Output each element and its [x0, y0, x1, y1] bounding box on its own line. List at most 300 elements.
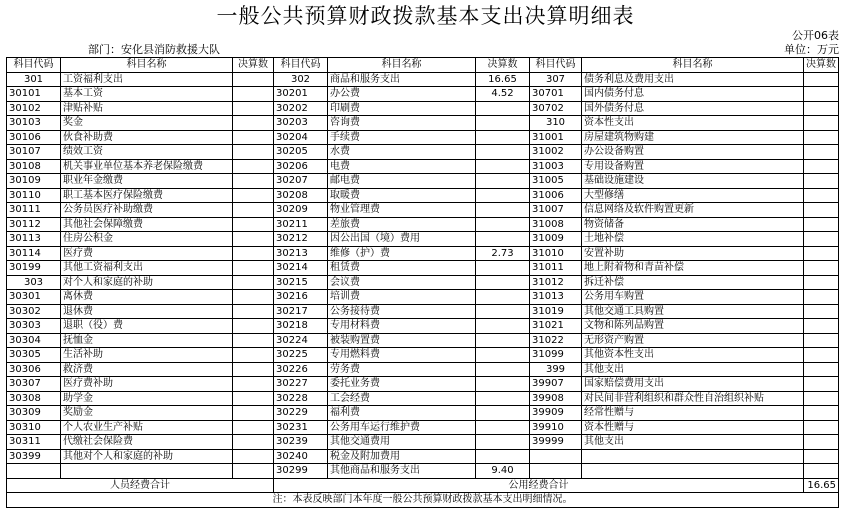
subject-code-cell [530, 449, 582, 464]
subject-name-cell: 津贴补贴 [61, 101, 233, 116]
amount-cell [233, 72, 274, 87]
table-row [7, 87, 839, 102]
subject-name-cell: 商品和服务支出 [328, 72, 476, 87]
subject-code-cell: 31011 [530, 261, 582, 276]
subject-code-cell: 31002 [530, 145, 582, 160]
subject-name-cell: 手续费 [328, 130, 476, 145]
subject-code-cell: 30303 [7, 319, 61, 334]
subject-code-cell: 30218 [274, 319, 328, 334]
subject-code-cell: 31006 [530, 188, 582, 203]
amount-cell [233, 159, 274, 174]
amount-cell [804, 174, 839, 189]
subject-code-cell: 30310 [7, 420, 61, 435]
subject-code-cell: 30214 [274, 261, 328, 276]
subject-name-cell: 无形资产购置 [582, 333, 804, 348]
subject-code-cell: 30701 [530, 87, 582, 102]
subject-name-cell: 个人农业生产补贴 [61, 420, 233, 435]
amount-cell [804, 101, 839, 116]
subject-code-cell: 30114 [7, 246, 61, 261]
subject-name-cell: 职业年金缴费 [61, 174, 233, 189]
subject-code-cell: 30240 [274, 449, 328, 464]
subject-code-cell: 31005 [530, 174, 582, 189]
subject-name-cell: 被装购置费 [328, 333, 476, 348]
subject-name-cell: 税金及附加费用 [328, 449, 476, 464]
subject-code-cell: 30307 [7, 377, 61, 392]
subject-name-cell: 代缴社会保险费 [61, 435, 233, 450]
subject-name-cell: 工资福利支出 [61, 72, 233, 87]
table-row [7, 145, 839, 160]
amount-cell [476, 391, 530, 406]
table-row [7, 304, 839, 319]
subject-code-cell: 30302 [7, 304, 61, 319]
amount-cell [804, 449, 839, 464]
public-total-amount: 16.65 [804, 478, 839, 493]
header-amount: 决算数 [804, 58, 839, 73]
subject-name-cell: 其他支出 [582, 435, 804, 450]
subject-name-cell: 维修（护）费 [328, 246, 476, 261]
subject-code-cell: 302 [274, 72, 328, 87]
table-row [7, 188, 839, 203]
amount-cell [233, 275, 274, 290]
subject-code-cell: 30305 [7, 348, 61, 363]
subject-name-cell: 其他社会保障缴费 [61, 217, 233, 232]
amount-cell [476, 101, 530, 116]
table-row [7, 159, 839, 174]
subject-name-cell: 抚恤金 [61, 333, 233, 348]
amount-cell [804, 333, 839, 348]
subject-name-cell: 债务利息及费用支出 [582, 72, 804, 87]
subject-name-cell: 资本性赠与 [582, 420, 804, 435]
subject-name-cell: 职工基本医疗保险缴费 [61, 188, 233, 203]
subject-code-cell: 30103 [7, 116, 61, 131]
subject-name-cell: 救济费 [61, 362, 233, 377]
amount-cell [233, 174, 274, 189]
subject-name-cell: 其他工资福利支出 [61, 261, 233, 276]
subject-code-cell: 31022 [530, 333, 582, 348]
amount-cell [233, 420, 274, 435]
subject-name-cell: 国内债务付息 [582, 87, 804, 102]
subject-code-cell: 30216 [274, 290, 328, 305]
subject-name-cell: 安置补助 [582, 246, 804, 261]
subject-name-cell: 其他资本性支出 [582, 348, 804, 363]
subject-code-cell: 39908 [530, 391, 582, 406]
amount-cell [233, 145, 274, 160]
subject-code-cell: 30304 [7, 333, 61, 348]
amount-cell [804, 290, 839, 305]
amount-cell [233, 101, 274, 116]
amount-cell [476, 203, 530, 218]
subject-code-cell [530, 464, 582, 479]
subject-name-cell [61, 464, 233, 479]
amount-cell [476, 217, 530, 232]
subject-code-cell: 30309 [7, 406, 61, 421]
subject-code-cell: 303 [7, 275, 61, 290]
subject-code-cell: 30228 [274, 391, 328, 406]
table-body [7, 72, 839, 478]
amount-cell: 9.40 [476, 464, 530, 479]
subject-code-cell: 30308 [7, 391, 61, 406]
subject-name-cell: 邮电费 [328, 174, 476, 189]
table-row [7, 333, 839, 348]
header-amount: 决算数 [233, 58, 274, 73]
subject-code-cell: 30225 [274, 348, 328, 363]
subject-name-cell: 专用燃料费 [328, 348, 476, 363]
amount-cell [233, 203, 274, 218]
amount-cell [804, 159, 839, 174]
subject-code-cell: 30211 [274, 217, 328, 232]
amount-cell [476, 130, 530, 145]
subject-code-cell: 307 [530, 72, 582, 87]
subject-name-cell: 资本性支出 [582, 116, 804, 131]
subject-code-cell: 39910 [530, 420, 582, 435]
header-code: 科目代码 [530, 58, 582, 73]
table-row [7, 449, 839, 464]
amount-cell [233, 391, 274, 406]
amount-cell: 2.73 [476, 246, 530, 261]
subject-code-cell: 30231 [274, 420, 328, 435]
subject-code-cell: 30399 [7, 449, 61, 464]
subject-name-cell: 文物和陈列品购置 [582, 319, 804, 334]
amount-cell [233, 217, 274, 232]
subject-name-cell: 伙食补助费 [61, 130, 233, 145]
subject-name-cell: 房屋建筑物购建 [582, 130, 804, 145]
amount-cell [804, 435, 839, 450]
subject-name-cell: 助学金 [61, 391, 233, 406]
note-row [7, 493, 839, 508]
subject-code-cell: 30102 [7, 101, 61, 116]
subject-name-cell: 大型修缮 [582, 188, 804, 203]
amount-cell [804, 145, 839, 160]
table-row [7, 362, 839, 377]
amount-cell [804, 261, 839, 276]
table-row [7, 116, 839, 131]
subject-name-cell: 委托业务费 [328, 377, 476, 392]
subject-code-cell: 30108 [7, 159, 61, 174]
amount-cell [233, 290, 274, 305]
amount-cell [476, 116, 530, 131]
amount-cell [476, 174, 530, 189]
amount-cell [804, 420, 839, 435]
amount-cell [233, 130, 274, 145]
subject-code-cell: 30212 [274, 232, 328, 247]
subject-code-cell: 30213 [274, 246, 328, 261]
amount-cell [804, 87, 839, 102]
subject-name-cell: 公务接待费 [328, 304, 476, 319]
amount-cell [233, 188, 274, 203]
amount-cell [233, 304, 274, 319]
expenditure-table [6, 57, 839, 508]
subject-code-cell: 31021 [530, 319, 582, 334]
subject-name-cell: 公务用车运行维护费 [328, 420, 476, 435]
subject-name-cell: 基础设施建设 [582, 174, 804, 189]
amount-cell [233, 377, 274, 392]
subject-name-cell: 工会经费 [328, 391, 476, 406]
table-row [7, 319, 839, 334]
subject-name-cell: 国外债务付息 [582, 101, 804, 116]
amount-cell [476, 362, 530, 377]
subject-name-cell: 退职（役）费 [61, 319, 233, 334]
amount-cell [476, 188, 530, 203]
subject-name-cell: 办公设备购置 [582, 145, 804, 160]
amount-cell [233, 319, 274, 334]
amount-cell [476, 449, 530, 464]
subject-name-cell: 经常性赠与 [582, 406, 804, 421]
subject-code-cell: 30110 [7, 188, 61, 203]
subject-name-cell: 拆迁补偿 [582, 275, 804, 290]
table-note: 注：本表反映部门本年度一般公共预算财政拨款基本支出明细情况。 [7, 493, 839, 508]
subject-name-cell: 生活补助 [61, 348, 233, 363]
amount-cell: 4.52 [476, 87, 530, 102]
subject-code-cell: 30217 [274, 304, 328, 319]
subject-code-cell: 30311 [7, 435, 61, 450]
subject-name-cell: 国家赔偿费用支出 [582, 377, 804, 392]
header-row [7, 58, 839, 73]
subject-code-cell: 30205 [274, 145, 328, 160]
table-row [7, 275, 839, 290]
amount-cell [233, 464, 274, 479]
subject-name-cell: 劳务费 [328, 362, 476, 377]
subject-name-cell: 福利费 [328, 406, 476, 421]
subject-name-cell [582, 464, 804, 479]
subject-name-cell: 退休费 [61, 304, 233, 319]
table-row [7, 246, 839, 261]
amount-cell [804, 362, 839, 377]
subject-name-cell: 奖励金 [61, 406, 233, 421]
subject-code-cell: 30227 [274, 377, 328, 392]
subject-name-cell: 地上附着物和青苗补偿 [582, 261, 804, 276]
amount-cell [233, 246, 274, 261]
amount-cell [233, 435, 274, 450]
subject-name-cell: 住房公积金 [61, 232, 233, 247]
amount-cell [804, 348, 839, 363]
header-name: 科目名称 [328, 58, 476, 73]
subject-name-cell: 其他交通费用 [328, 435, 476, 450]
subject-code-cell: 30109 [7, 174, 61, 189]
subject-code-cell: 31001 [530, 130, 582, 145]
amount-cell [804, 377, 839, 392]
amount-cell [804, 275, 839, 290]
amount-cell [476, 406, 530, 421]
amount-cell [233, 348, 274, 363]
subject-name-cell: 电费 [328, 159, 476, 174]
subject-name-cell: 公务员医疗补助缴费 [61, 203, 233, 218]
subject-code-cell: 31003 [530, 159, 582, 174]
table-row [7, 261, 839, 276]
header-name: 科目名称 [582, 58, 804, 73]
header-name: 科目名称 [61, 58, 233, 73]
amount-cell [804, 188, 839, 203]
subject-code-cell: 30226 [274, 362, 328, 377]
table-row [7, 174, 839, 189]
table-row [7, 464, 839, 479]
subject-code-cell: 30209 [274, 203, 328, 218]
subject-code-cell: 31012 [530, 275, 582, 290]
subject-code-cell: 31009 [530, 232, 582, 247]
subject-code-cell: 30215 [274, 275, 328, 290]
subject-code-cell: 30201 [274, 87, 328, 102]
table-row [7, 406, 839, 421]
subject-code-cell: 30702 [530, 101, 582, 116]
amount-cell [233, 116, 274, 131]
subject-code-cell: 31007 [530, 203, 582, 218]
personnel-total-label: 人员经费合计 [7, 478, 274, 493]
subject-name-cell: 租赁费 [328, 261, 476, 276]
subject-code-cell: 39907 [530, 377, 582, 392]
subject-code-cell: 30199 [7, 261, 61, 276]
table-row [7, 377, 839, 392]
department-label: 部门：安化县消防救援大队 [88, 43, 220, 56]
table-row [7, 130, 839, 145]
subject-name-cell: 信息网络及软件购置更新 [582, 203, 804, 218]
amount-cell [233, 406, 274, 421]
table-row [7, 101, 839, 116]
amount-cell [476, 348, 530, 363]
subject-code-cell: 30206 [274, 159, 328, 174]
table-row [7, 217, 839, 232]
amount-cell [804, 246, 839, 261]
subject-code-cell: 31099 [530, 348, 582, 363]
subject-code-cell [7, 464, 61, 479]
public-total-label: 公用经费合计 [274, 478, 804, 493]
subject-name-cell: 土地补偿 [582, 232, 804, 247]
subject-name-cell: 专用材料费 [328, 319, 476, 334]
subject-code-cell: 30301 [7, 290, 61, 305]
subject-name-cell: 奖金 [61, 116, 233, 131]
amount-cell [804, 72, 839, 87]
subject-code-cell: 30202 [274, 101, 328, 116]
subject-name-cell: 其他对个人和家庭的补助 [61, 449, 233, 464]
subject-code-cell: 30112 [7, 217, 61, 232]
amount-cell [804, 406, 839, 421]
amount-cell [804, 116, 839, 131]
subject-name-cell: 离休费 [61, 290, 233, 305]
subject-name-cell: 会议费 [328, 275, 476, 290]
amount-cell [233, 87, 274, 102]
amount-cell [233, 449, 274, 464]
amount-cell [804, 391, 839, 406]
table-row [7, 290, 839, 305]
subject-code-cell: 30107 [7, 145, 61, 160]
subject-name-cell: 其他商品和服务支出 [328, 464, 476, 479]
subject-name-cell: 对民间非营利组织和群众性自治组织补贴 [582, 391, 804, 406]
subject-name-cell: 其他支出 [582, 362, 804, 377]
subject-code-cell: 30239 [274, 435, 328, 450]
amount-cell [233, 261, 274, 276]
amount-cell [804, 319, 839, 334]
amount-cell [804, 203, 839, 218]
subject-name-cell: 专用设备购置 [582, 159, 804, 174]
amount-cell [476, 145, 530, 160]
amount-cell [233, 362, 274, 377]
subject-name-cell: 咨询费 [328, 116, 476, 131]
totals-row [7, 478, 839, 493]
amount-cell [476, 319, 530, 334]
table-row [7, 391, 839, 406]
table-row [7, 348, 839, 363]
subject-code-cell: 399 [530, 362, 582, 377]
amount-cell [804, 232, 839, 247]
amount-cell [476, 435, 530, 450]
subject-name-cell: 取暖费 [328, 188, 476, 203]
table-row [7, 203, 839, 218]
amount-cell [476, 275, 530, 290]
amount-cell [804, 130, 839, 145]
subject-name-cell: 其他交通工具购置 [582, 304, 804, 319]
subject-code-cell: 30306 [7, 362, 61, 377]
subject-code-cell: 39909 [530, 406, 582, 421]
subject-name-cell: 差旅费 [328, 217, 476, 232]
amount-cell [476, 333, 530, 348]
amount-cell [804, 217, 839, 232]
subject-name-cell: 医疗费补助 [61, 377, 233, 392]
amount-cell [476, 290, 530, 305]
amount-cell [476, 232, 530, 247]
subject-name-cell: 物业管理费 [328, 203, 476, 218]
subject-code-cell: 31013 [530, 290, 582, 305]
amount-cell [476, 420, 530, 435]
amount-cell [476, 304, 530, 319]
subject-code-cell: 30101 [7, 87, 61, 102]
subject-code-cell: 30203 [274, 116, 328, 131]
subject-code-cell: 30106 [7, 130, 61, 145]
subject-name-cell: 医疗费 [61, 246, 233, 261]
subject-name-cell: 办公费 [328, 87, 476, 102]
subject-code-cell: 30113 [7, 232, 61, 247]
amount-cell [233, 232, 274, 247]
report-title: 一般公共预算财政拨款基本支出决算明细表 [216, 4, 635, 28]
subject-name-cell: 印刷费 [328, 101, 476, 116]
subject-code-cell: 31010 [530, 246, 582, 261]
header-code: 科目代码 [274, 58, 328, 73]
subject-name-cell: 因公出国（境）费用 [328, 232, 476, 247]
subject-code-cell: 30224 [274, 333, 328, 348]
amount-cell [476, 261, 530, 276]
amount-cell [476, 159, 530, 174]
subject-code-cell: 39999 [530, 435, 582, 450]
subject-code-cell: 31019 [530, 304, 582, 319]
subject-code-cell: 310 [530, 116, 582, 131]
amount-cell [804, 464, 839, 479]
form-number: 公开06表 [792, 29, 839, 42]
subject-code-cell: 31008 [530, 217, 582, 232]
subject-name-cell: 物资储备 [582, 217, 804, 232]
subject-name-cell: 机关事业单位基本养老保险缴费 [61, 159, 233, 174]
unit-label: 单位：万元 [784, 43, 839, 56]
header-amount: 决算数 [476, 58, 530, 73]
table-row [7, 232, 839, 247]
subject-code-cell: 30204 [274, 130, 328, 145]
subject-name-cell: 绩效工资 [61, 145, 233, 160]
table-row [7, 72, 839, 87]
amount-cell [804, 304, 839, 319]
subject-name-cell: 对个人和家庭的补助 [61, 275, 233, 290]
amount-cell [476, 377, 530, 392]
subject-code-cell: 30208 [274, 188, 328, 203]
subject-name-cell: 水费 [328, 145, 476, 160]
subject-code-cell: 30229 [274, 406, 328, 421]
subject-name-cell: 基本工资 [61, 87, 233, 102]
subject-name-cell [582, 449, 804, 464]
subject-code-cell: 301 [7, 72, 61, 87]
subject-name-cell: 公务用车购置 [582, 290, 804, 305]
subject-name-cell: 培训费 [328, 290, 476, 305]
subject-code-cell: 30111 [7, 203, 61, 218]
table-row [7, 435, 839, 450]
amount-cell [233, 333, 274, 348]
subject-code-cell: 30299 [274, 464, 328, 479]
subject-code-cell: 30207 [274, 174, 328, 189]
header-code: 科目代码 [7, 58, 61, 73]
